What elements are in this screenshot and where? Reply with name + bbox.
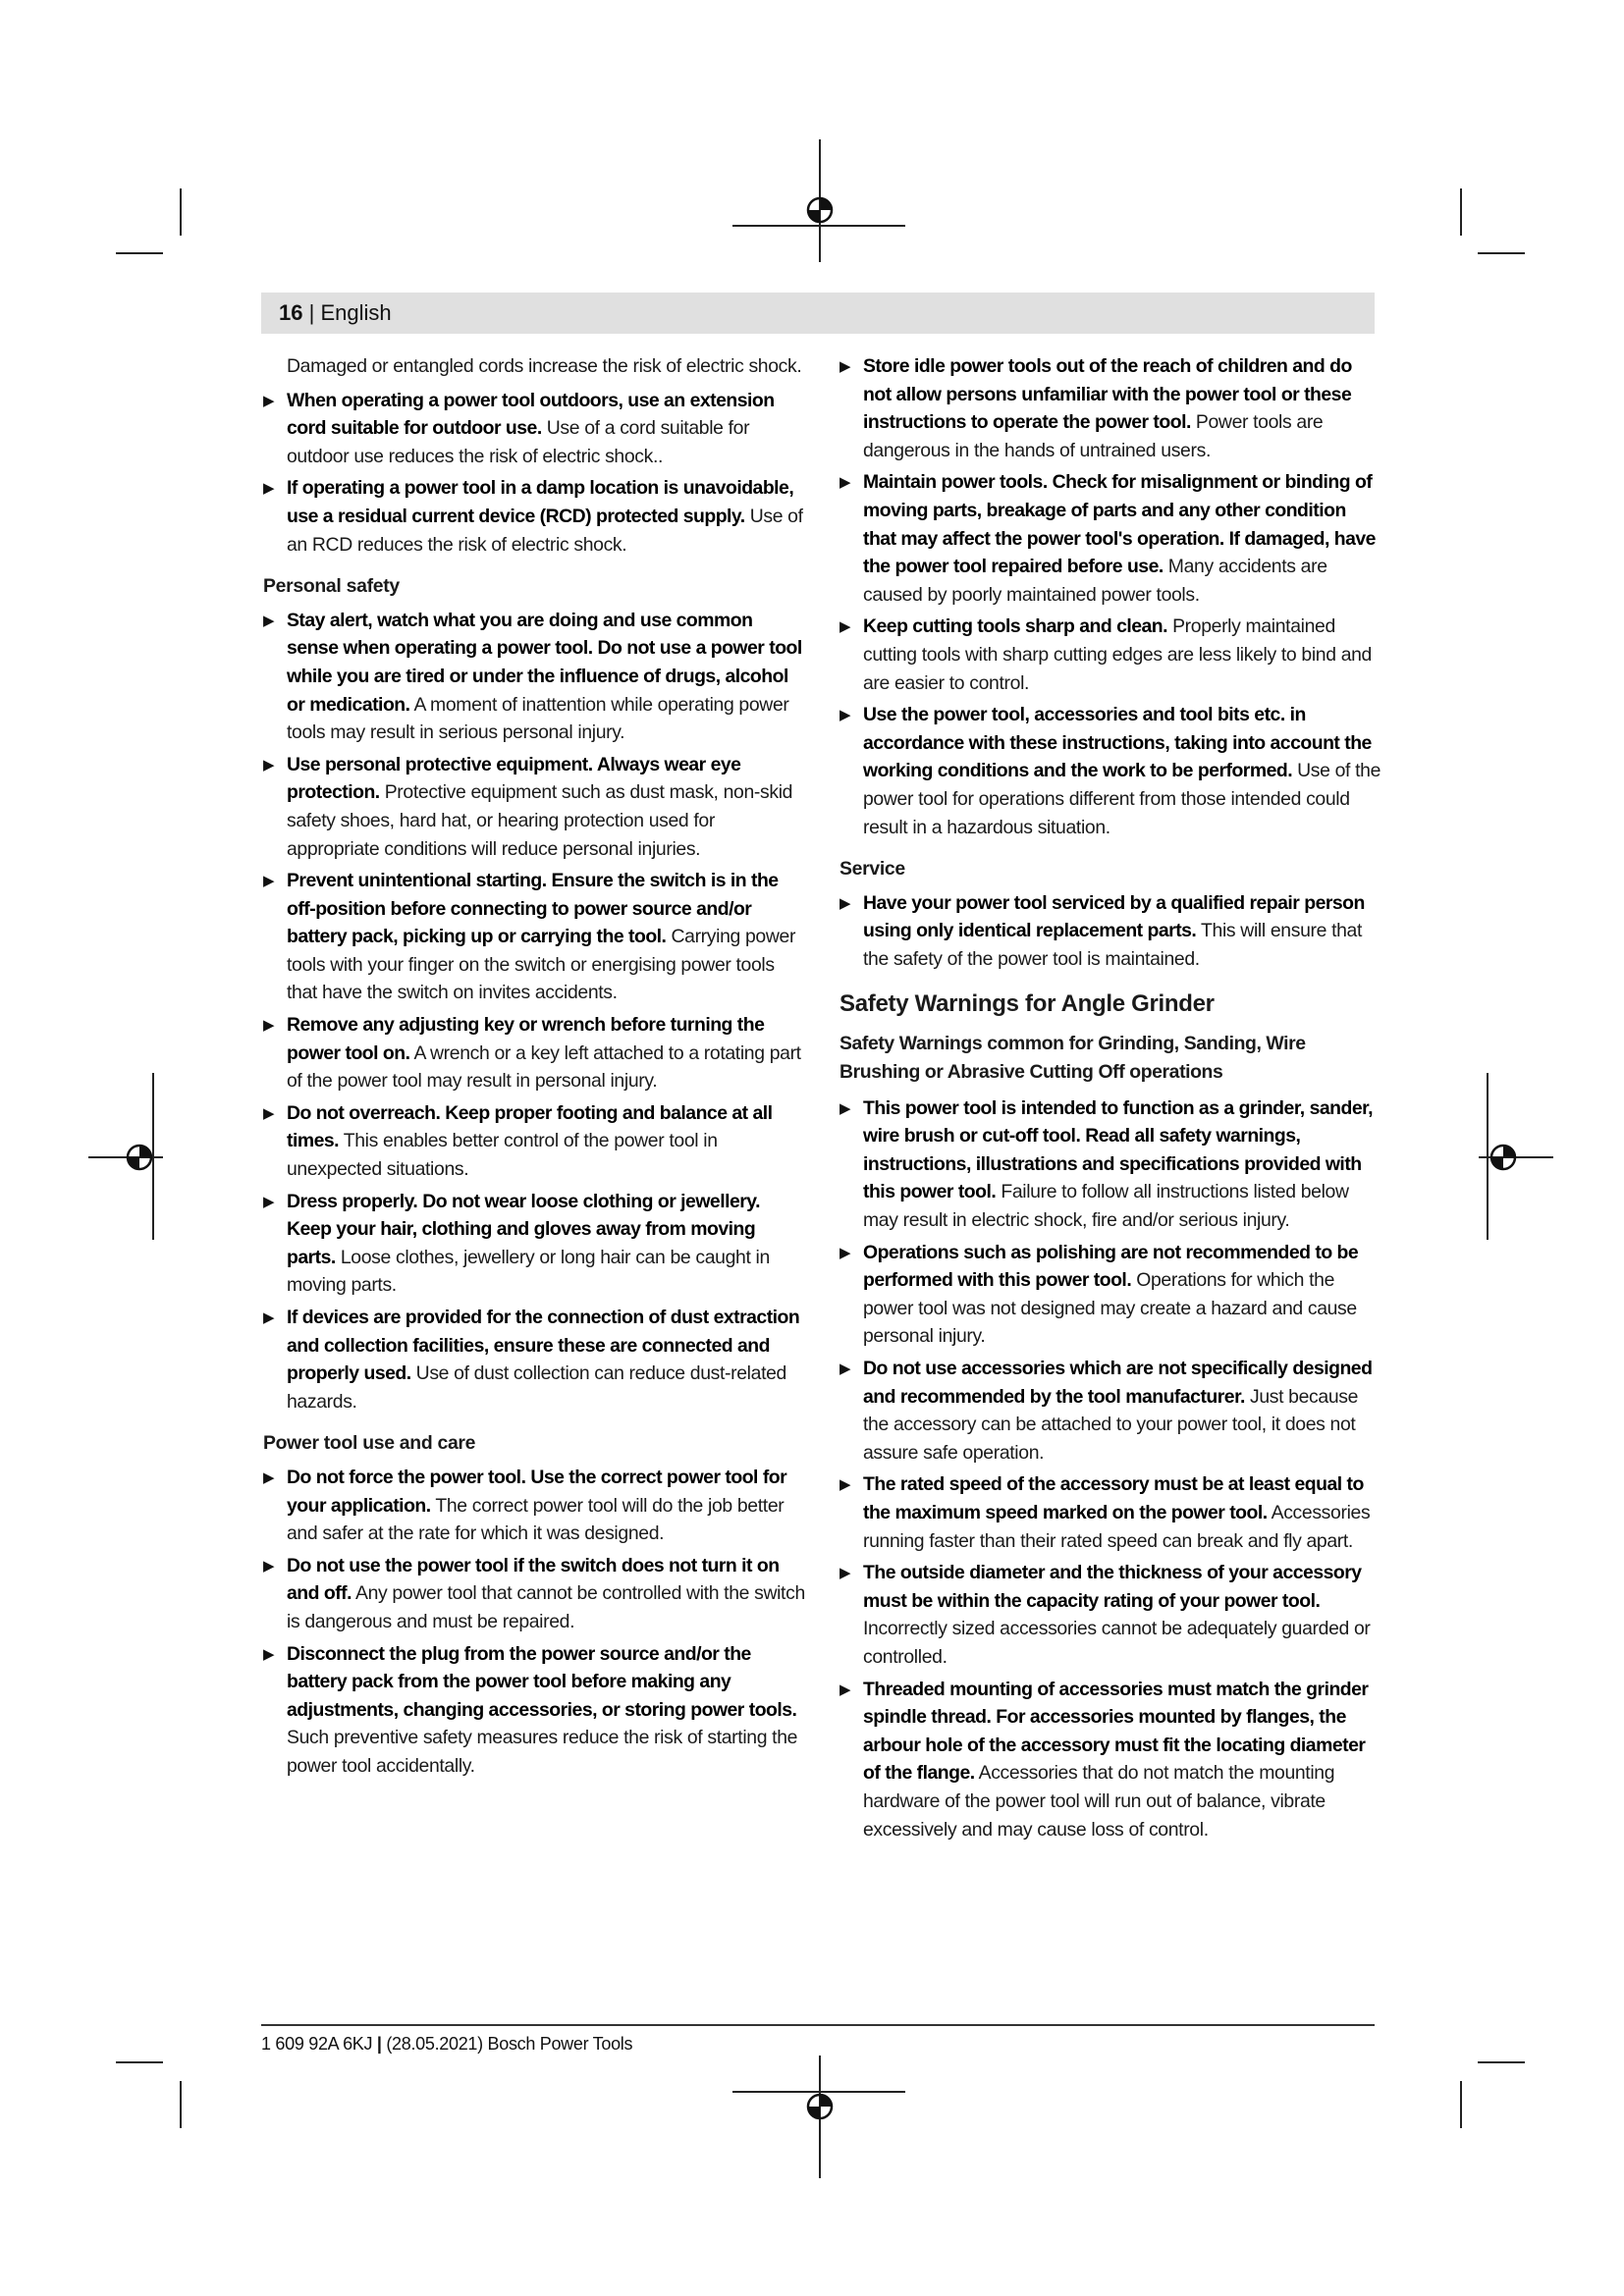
section-heading: Service (839, 858, 905, 881)
instruction-text: Any power tool that cannot be controlled with the switch is dangerous and must be repaired. (287, 1582, 805, 1632)
instruction-text: Use of dust collection can reduce dust-related hazards. (287, 1362, 786, 1413)
instruction-text: Properly maintained cutting tools with sharp cutting edges are less likely to bind and are easier to control. (863, 615, 1372, 694)
bullet-arrow-icon: ▶ (839, 358, 851, 375)
instruction-bold: Do not force the power tool. Use the correct power tool for your application. (287, 1466, 787, 1517)
instruction-text: Such preventive safety measures reduce the risk of starting the power tool accidentally. (287, 1727, 798, 1777)
crop-mark (180, 2081, 182, 2128)
safety-instruction (263, 1552, 805, 1636)
safety-instruction (263, 751, 805, 863)
instruction-text: Failure to follow all instructions listed below may result in electric shock, fire and/or serious injury. (863, 1181, 1349, 1232)
instruction-text: This will ensure that the safety of the power tool is maintained. (863, 920, 1363, 970)
safety-instruction (263, 1304, 805, 1415)
crop-mark (180, 188, 182, 236)
safety-instruction (839, 613, 1381, 697)
footer-date-brand: (28.05.2021) Bosch Power Tools (386, 2034, 633, 2054)
bullet-arrow-icon: ▶ (839, 1099, 851, 1117)
safety-instruction (839, 1239, 1381, 1351)
instruction-bold: Keep cutting tools sharp and clean. (863, 615, 1168, 638)
bullet-arrow-icon: ▶ (263, 1104, 275, 1122)
instruction-text: Protective equipment such as dust mask, non-skid safety shoes, hard hat, or hearing protection used for appropriate conditions will reduce personal injuries. (287, 781, 793, 860)
bullet-arrow-icon: ▶ (839, 1361, 851, 1377)
safety-instruction (263, 867, 805, 1007)
instruction-bold: Use personal protective equipment. Always wear eye protection. (287, 753, 741, 804)
instruction-bold: Dress properly. Do not wear loose clothing or jewellery. Keep your hair, clothing and gloves away from moving parts. (287, 1190, 761, 1268)
bullet-arrow-icon: ▶ (839, 474, 851, 492)
instruction-text: Use of the power tool for operations different from those intended could result in a hazardous situation. (863, 760, 1381, 838)
bullet-arrow-icon: ▶ (839, 1681, 851, 1698)
registration-target-icon (803, 2090, 837, 2123)
safety-instruction (839, 701, 1381, 841)
safety-instruction (263, 1099, 805, 1184)
instruction-bold: Do not use accessories which are not specifically designed and recommended by the tool manufacturer. (863, 1358, 1373, 1408)
instruction-bold: The outside diameter and the thickness of your accessory must be within the capacity rating of your power tool. (863, 1562, 1362, 1612)
instruction-bold: Store idle power tools out of the reach of children and do not allow persons unfamiliar with the power tool or these instructions to operate the power tool. (863, 355, 1352, 434)
instruction-bold: Have your power tool serviced by a qualified repair person using only identical replacement parts. (863, 891, 1365, 942)
safety-instruction (263, 607, 805, 747)
instruction-text: The correct power tool will do the job better and safer at the rate for which it was designed. (287, 1494, 785, 1545)
instruction-bold: If devices are provided for the connection of dust extraction and collection facilities, ensure these are connected and properly used. (287, 1307, 800, 1385)
instruction-bold: The rated speed of the accessory must be at least equal to the maximum speed marked on the power tool. (863, 1473, 1364, 1523)
safety-instruction (263, 474, 805, 559)
instruction-text: Operations for which the power tool was not designed may create a hazard and cause personal injury. (863, 1269, 1357, 1348)
bullet-arrow-icon: ▶ (263, 480, 275, 498)
crop-mark (116, 2061, 163, 2063)
instruction-text: A wrench or a key left attached to a rotating part of the power tool may result in personal injury. (287, 1041, 801, 1093)
instruction-bold: Maintain power tools. Check for misalignment or binding of moving parts, breakage of parts and any other condition that may affect the power tool's operation. If damaged, have the power tool repaired before use. (863, 471, 1376, 578)
bullet-arrow-icon: ▶ (839, 1565, 851, 1582)
instruction-text: A moment of inattention while operating power tools may result in serious personal injury. (287, 693, 789, 744)
safety-instruction (839, 889, 1381, 974)
footer-doc-code: 1 609 92A 6KJ (261, 2034, 373, 2054)
registration-target-icon (123, 1141, 156, 1174)
safety-instruction (839, 1559, 1381, 1671)
chapter-heading: Safety Warnings for Angle Grinder (839, 990, 1215, 1018)
safety-instruction (263, 1464, 805, 1548)
instruction-text: Accessories that do not match the mounting hardware of the power tool will run out of balance, vibrate excessively and may cause loss of control. (863, 1762, 1335, 1841)
safety-instruction (839, 1095, 1381, 1235)
instruction-text: Accessories running faster than their rated speed can break and fly apart. (863, 1501, 1371, 1552)
instruction-bold: Stay alert, watch what you are doing and use common sense when operating a power tool. Do not use a power tool while you are tired or under the influence of drugs, alcohol or medication. (287, 609, 802, 716)
left-column (263, 352, 805, 1785)
section-heading: Power tool use and care (263, 1432, 476, 1455)
section-heading: Personal safety (263, 575, 400, 598)
subsection-heading: Safety Warnings common for Grinding, Sanding, Wire Brushing or Abrasive Cutting Off operations (839, 1033, 1306, 1084)
bullet-arrow-icon: ▶ (839, 1244, 851, 1261)
instruction-bold: If operating a power tool in a damp location is unavoidable, use a residual current device (RCD) protected supply. (287, 477, 794, 527)
bullet-arrow-icon: ▶ (263, 392, 275, 409)
bullet-arrow-icon: ▶ (839, 707, 851, 724)
instruction-text: Incorrectly sized accessories cannot be adequately guarded or controlled. (863, 1618, 1371, 1668)
bullet-arrow-icon: ▶ (839, 1476, 851, 1494)
bullet-arrow-icon: ▶ (839, 618, 851, 636)
crop-mark (1478, 2061, 1525, 2063)
bullet-arrow-icon: ▶ (263, 1645, 275, 1663)
bullet-arrow-icon: ▶ (263, 756, 275, 774)
instruction-text: Power tools are dangerous in the hands of untrained users. (863, 411, 1324, 461)
instruction-bold: Do not overreach. Keep proper footing and balance at all times. (287, 1101, 773, 1152)
instruction-bold: Use the power tool, accessories and tool bits etc. in accordance with these instructions, taking into account the working conditions and the work to be performed. (863, 704, 1372, 782)
registration-target-icon (803, 193, 837, 227)
footer-rule (261, 2024, 1375, 2026)
instruction-text: Use of a cord suitable for outdoor use reduces the risk of electric shock.. (287, 417, 750, 467)
page-header (261, 293, 1375, 334)
instruction-text: Loose clothes, jewellery or long hair can be caught in moving parts. (287, 1246, 770, 1297)
crop-mark (1478, 252, 1525, 254)
page-number: 16 | English (279, 300, 392, 325)
instruction-bold: Disconnect the plug from the power source and/or the battery pack from the power tool before making any adjustments, changing accessories, or storing power tools. (287, 1642, 797, 1721)
bullet-arrow-icon: ▶ (263, 1193, 275, 1210)
bullet-arrow-icon: ▶ (263, 1309, 275, 1326)
instruction-bold: Operations such as polishing are not recommended to be performed with this power tool. (863, 1241, 1359, 1292)
bullet-arrow-icon: ▶ (263, 873, 275, 890)
instruction-text: Just because the accessory can be attached to your power tool, it does not assure safe operation. (863, 1385, 1359, 1464)
instruction-bold: Do not use the power tool if the switch does not turn it on and off. (287, 1554, 780, 1605)
instruction-bold: Remove any adjusting key or wrench before turning the power tool on. (287, 1014, 765, 1064)
safety-instruction (839, 352, 1381, 464)
instruction-text: Use of an RCD reduces the risk of electric shock. (287, 505, 803, 556)
safety-instruction (839, 1355, 1381, 1467)
bullet-arrow-icon: ▶ (263, 1017, 275, 1035)
crop-mark (1460, 188, 1462, 236)
safety-instruction (263, 1011, 805, 1095)
safety-instruction (839, 1676, 1381, 1844)
crop-mark (1460, 2081, 1462, 2128)
right-column (839, 352, 1381, 1847)
header-language: English (320, 300, 392, 325)
footer: 1 609 92A 6KJ | (28.05.2021) Bosch Power Tools (261, 2034, 633, 2054)
safety-instruction (263, 1188, 805, 1300)
safety-instruction (839, 1470, 1381, 1555)
bullet-arrow-icon: ▶ (263, 1468, 275, 1486)
safety-instruction (263, 387, 805, 471)
instruction-bold: Prevent unintentional starting. Ensure the switch is in the off-position before connecting to power source and/or battery pack, picking up or carrying the tool. (287, 870, 779, 948)
instruction-bold: This power tool is intended to function as a grinder, sander, wire brush or cut-off tool. Read all safety warnings, instructions, illustrations and specifications provided with this power tool. (863, 1096, 1373, 1203)
crop-mark (116, 252, 163, 254)
registration-target-icon (1487, 1141, 1520, 1174)
continuation-text: Damaged or entangled cords increase the risk of electric shock. (287, 355, 802, 377)
instruction-text: Carrying power tools with your finger on the switch or energising power tools that have the switch on invites accidents. (287, 926, 796, 1004)
instruction-text: Many accidents are caused by poorly maintained power tools. (863, 556, 1327, 606)
bullet-arrow-icon: ▶ (263, 612, 275, 629)
instruction-text: This enables better control of the power tool in unexpected situations. (287, 1130, 718, 1181)
instruction-bold: When operating a power tool outdoors, use an extension cord suitable for outdoor use. (287, 389, 775, 440)
bullet-arrow-icon: ▶ (263, 1557, 275, 1575)
instruction-bold: Threaded mounting of accessories must match the grinder spindle thread. For accessories mounted by flanges, the arbour hole of the accessory must fit the locating diameter of the flange. (863, 1678, 1369, 1785)
safety-instruction (839, 468, 1381, 609)
safety-instruction (263, 1640, 805, 1781)
bullet-arrow-icon: ▶ (839, 894, 851, 912)
